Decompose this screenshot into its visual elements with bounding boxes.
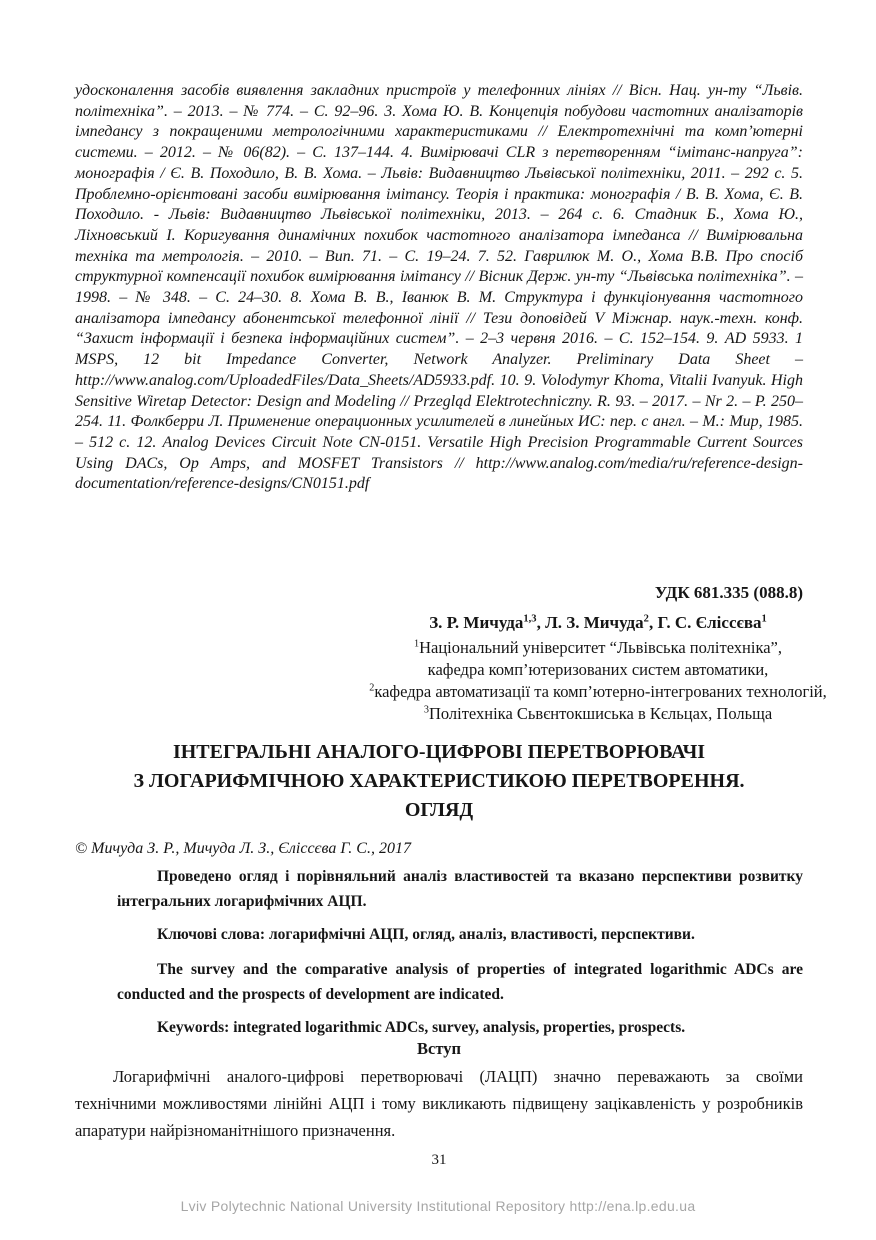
affiliation-4-text: Політехніка Сьвєнтокшиська в Кєльцах, Польща xyxy=(428,704,773,723)
keywords-ukrainian: Ключові слова: логарифмічні АЦП, огляд, аналіз, властивості, перспективи. xyxy=(157,926,695,943)
affiliation-line-3 xyxy=(360,681,836,703)
affiliation-line-1 xyxy=(360,637,836,659)
copyright-line: © Мичуда З. Р., Мичуда Л. З., Єліссєва Г. С., 2017 xyxy=(75,840,411,857)
keywords-english: Keywords: integrated logarithmic ADCs, survey, analysis, properties, prospects. xyxy=(157,1019,686,1036)
page-number: 31 xyxy=(431,1152,447,1168)
affiliation-2-text: кафедра комп’ютеризованих систем автоматики, xyxy=(427,660,769,679)
abstract-english: The survey and the comparative analysis of properties of integrated logarithmic ADCs are conducted and the prospects of development are indicated. xyxy=(117,961,803,1003)
references-paragraph: удосконалення засобів виявлення закладних пристроїв у телефонних лініях // Вісн. Нац. ун-ту “Львів. політехніка”. – 2013. – № 774. – С. 92–96. 3. Хома Ю. В. Концепція побудови частотних аналізаторів імпедансу з покращеними метрологічними характеристиками // Електротехнічні та комп’ютерні системи. – 2012. – № 06(82). – С. 137–144. 4. Вимірювачі CLR з перетворенням “імітанс-напруга”: монографія / Є. В. Походило, В. В. Хома. – Львів: Видавництво Львівської політехніки, 2011. – 292 с. 5. Проблемно-орієнтовані засоби вимірювання імітансу. Теорія і практика: монографія / В. В. Хома, Є. В. Походило. - Львів: Видавництво Львівської політехніки, 2013. – 264 с. 6. Стадник Б., Хома Ю., Ліхновський І. Коригування динамічних похибок частотного аналізатора імпеданса // Вимірювальна техніка та метрологія. – 2010. – Вип. 71. – С. 19–24. 7. 52. Гаврилюк М. О., Хома В.В. Про спосіб структурної компенсації похибок вимірювання імітансу // Вісник Держ. ун-ту “Львівська політехніка”. – 1998. – № 348. – С. 24–30. 8. Хома В. В., Іванюк В. М. Структура і функціонування частотного аналізатора імпедансу абонентської телефонної лінії // Тези доповідей V Міжнар. наук.-техн. конф. “Захист інформації і безпека інформаційних систем”. – 2–3 червня 2016. – С. 152–154. 9. AD 5933. 1 MSPS, 12 bit Impedance Converter, Network Analyzer. Preliminary Data Sheet –http://www.analog.com/UploadedFiles/Data_Sheets/AD5933.pdf. 10. 9. Volodymyr Khoma, Vitalii Ivanyuk. High Sensitive Wiretap Detector: Design and Modeling // Przegląd Elektrotechniczny. R. 93. – 2017. – Nr 2. – P. 250–254. 11. Фолкберри Л. Применение операционных усилителей в линейных ИС: пер. с англ. – М.: Мир, 1985. – 512 с. 12. Analog Devices Circuit Note CN-0151. Versatile High Precision Programmable Current Sources Using DACs, Op Amps, and MOSFET Transistors // http://www.analog.com/media/ru/reference-design-documentation/reference-designs/CN0151.pdf xyxy=(75,82,803,493)
author-separator: , xyxy=(648,613,658,632)
section-heading-introduction: Вступ xyxy=(417,1039,461,1058)
author-2-name: Л. З. Мичуда xyxy=(545,613,644,632)
introduction-paragraph: Логарифмічні аналого-цифрові перетворювачі (ЛАЦП) значно переважають за своїми технічними можливостями лінійні АЦП і тому викликають підвищену зацікавленість у розробників апаратури найрізноманітнішого призначення. xyxy=(75,1067,803,1140)
article-title xyxy=(75,738,803,825)
author-2 xyxy=(545,613,657,632)
repository-footer: Lviv Polytechnic National University Institutional Repository http://ena.lp.edu.ua xyxy=(180,1198,696,1214)
affiliation-line-4 xyxy=(360,703,836,725)
author-1 xyxy=(429,613,545,632)
authors-line xyxy=(360,611,836,635)
byline-block xyxy=(360,611,836,725)
author-3-name: Г. С. Єліссєва xyxy=(657,613,762,632)
affiliation-3-mark: 2 xyxy=(369,682,375,694)
article-title-line-1: ІНТЕГРАЛЬНІ АНАЛОГО-ЦИФРОВІ ПЕРЕТВОРЮВАЧІ xyxy=(172,741,706,763)
author-separator: , xyxy=(536,613,546,632)
article-title-line-2: З ЛОГАРИФМІЧНОЮ ХАРАКТЕРИСТИКОЮ ПЕРЕТВОРЕННЯ. xyxy=(133,770,745,792)
affiliation-line-2 xyxy=(360,659,836,681)
affiliation-3-text: кафедра автоматизації та комп’ютерно-інтегрованих технологій, xyxy=(374,682,827,701)
author-3 xyxy=(657,613,766,632)
author-2-affiliation-mark: 2 xyxy=(643,613,649,625)
author-1-name: З. Р. Мичуда xyxy=(429,613,524,632)
author-3-affiliation-mark: 1 xyxy=(761,613,767,625)
affiliation-1-mark: 1 xyxy=(413,638,420,650)
author-1-affiliation-mark: 1,3 xyxy=(523,613,537,625)
affiliation-1-text: Національний університет “Львівська політехніка”, xyxy=(419,638,782,657)
abstract-block xyxy=(117,864,803,1048)
article-title-line-3: ОГЛЯД xyxy=(404,799,474,821)
abstract-ukrainian: Проведено огляд і порівняльний аналіз властивостей та вказано перспективи розвитку інтегральних логарифмічних АЦП. xyxy=(117,868,803,910)
udc-code: УДК 681.335 (088.8) xyxy=(654,583,803,602)
affiliation-4-mark: 3 xyxy=(423,704,429,716)
